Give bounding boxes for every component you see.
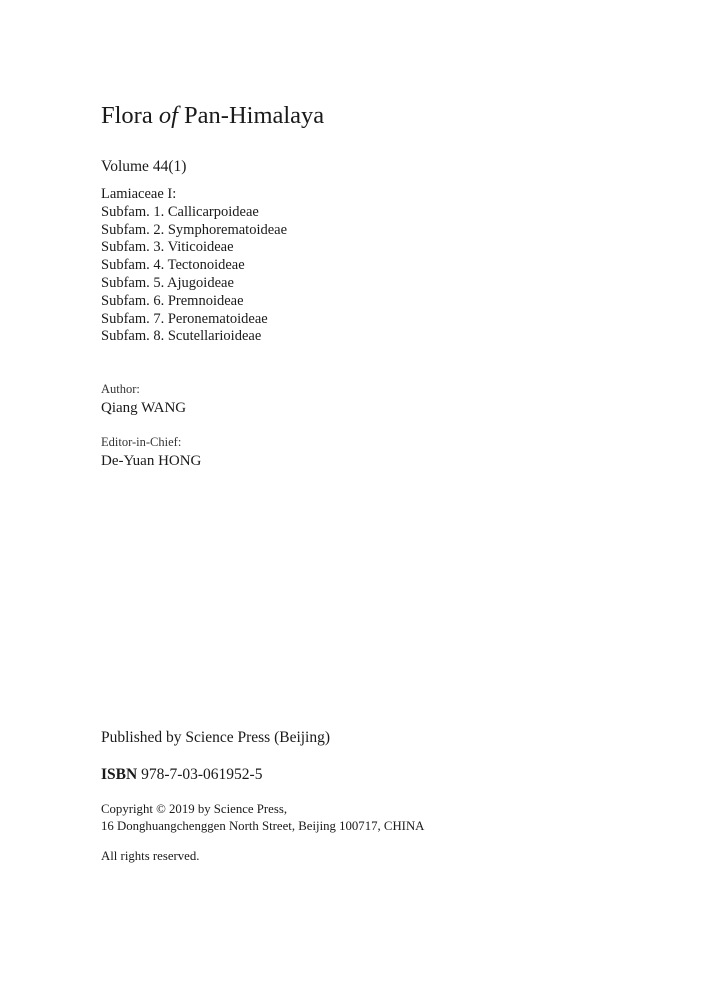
subfamily-item: Subfam. 8. Scutellarioideae: [101, 328, 262, 345]
subfamily-item: Subfam. 5. Ajugoideae: [101, 274, 234, 291]
subfamily-item: Subfam. 4. Tectonoideae: [101, 257, 245, 274]
subfamily-item: Subfam. 6. Premnoideae: [101, 292, 244, 309]
book-title: [101, 101, 324, 131]
subfamily-item: Subfam. 7. Peronematoideae: [101, 310, 268, 327]
volume-number: Volume 44(1): [101, 158, 187, 175]
copyright-notice: [101, 801, 424, 835]
title-part-pan-himalaya: Pan-Himalaya: [184, 102, 325, 129]
subfamily-item: Subfam. 1. Callicarpoideae: [101, 203, 259, 220]
author-name: Qiang WANG: [101, 400, 187, 416]
title-part-of: of: [158, 102, 178, 129]
copyright-page: [101, 0, 701, 1000]
subfamily-item: Subfam. 2. Symphorematoideae: [101, 221, 288, 238]
isbn-label: ISBN: [101, 766, 138, 783]
subfamily-item: Subfam. 3. Viticoideae: [101, 239, 234, 256]
rights-reserved: All rights reserved.: [101, 849, 200, 863]
author-label: Author:: [101, 382, 140, 396]
isbn-line: [101, 765, 262, 785]
copyright-address: 16 Donghuangchenggen North Street, Beijing 100717, CHINA: [101, 819, 425, 833]
publisher-line: Published by Science Press (Beijing): [101, 729, 331, 746]
isbn-number: 978-7-03-061952-5: [141, 766, 263, 783]
editor-name: De-Yuan HONG: [101, 453, 202, 469]
editor-label: Editor-in-Chief:: [101, 435, 182, 449]
family-heading: Lamiaceae I:: [101, 186, 177, 202]
title-part-flora: Flora: [101, 102, 153, 129]
copyright-line-1: Copyright © 2019 by Science Press,: [101, 802, 288, 816]
family-contents: [101, 186, 287, 346]
